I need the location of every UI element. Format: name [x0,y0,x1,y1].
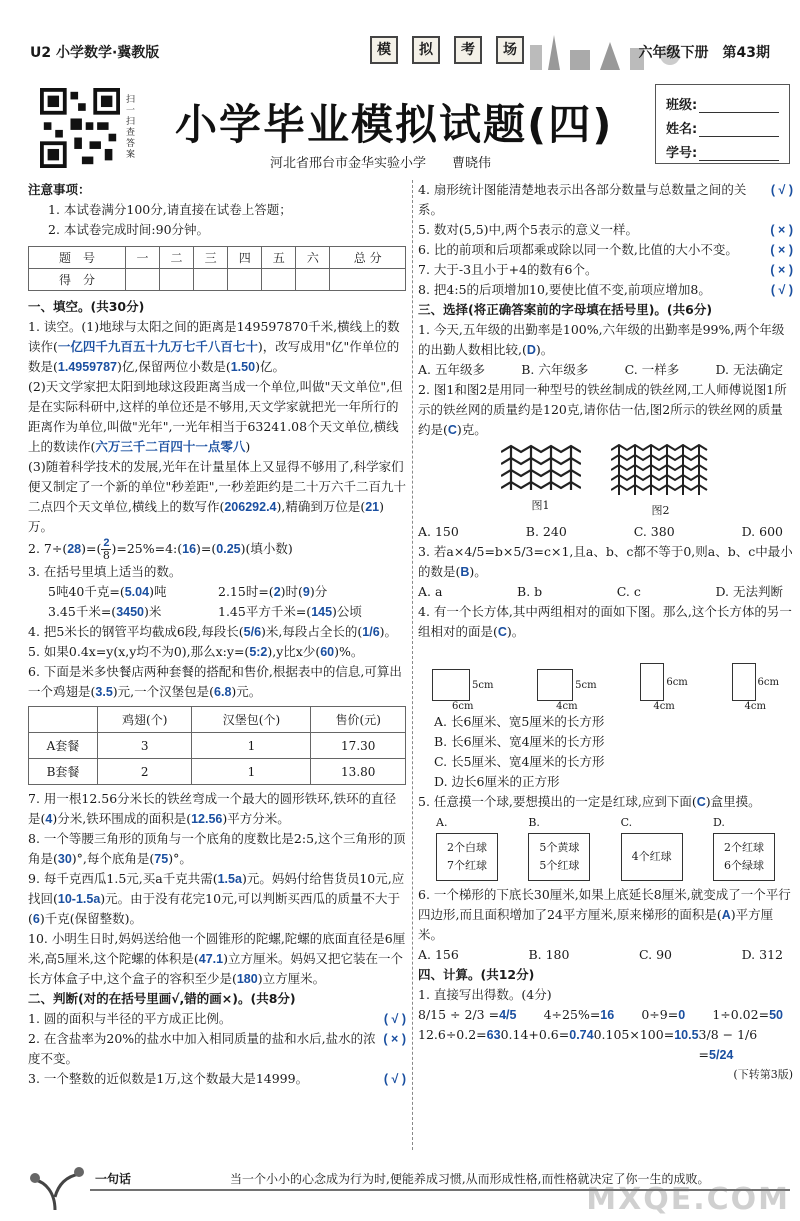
table-cell: 一 [125,247,159,269]
page-header [0,0,800,80]
ball-box: A. 2个白球 7个红球 [436,816,498,881]
figure-1-caption: 图1 [531,499,550,512]
meal-price-table [28,706,406,785]
answer: 21 [365,500,380,514]
judge-item: 6. 比的前项和后项都乘或除以同一个数,比值的大小不变。 ( × ) [418,242,793,257]
section-1-heading: 一、填空。(共30分) [28,299,145,314]
page-title: 小学毕业模拟试题(四) [175,100,614,149]
table-cell: 二 [160,247,194,269]
fraction: $\frac{2}{8}$ [102,537,110,562]
section-3-heading: 三、选择(将正确答案前的字母填在括号里)。(共6分) [418,302,713,317]
answer: 1.4959787 [57,360,117,374]
left-column [28,180,406,1089]
section-2-heading: 二、判断(对的在括号里画√,错的画×)。(共8分) [28,991,296,1006]
wire-mesh-figure-2 [611,444,711,499]
q3-row1: 5吨40千克=(5.04)吨 2.15时=(2)时(9)分 [48,584,328,599]
q10: 10. 小明生日时,妈妈送给他一个圆锥形的陀螺,陀螺的底面直径是6厘米,高5厘米,这个陀螺的体积是(47.1)立方厘米。妈妈又把它装在一个长方体盒子中,这个盒子的容积至少是(180)立方厘米。 [28,931,406,986]
face-rect [732,663,756,701]
exam-banner [370,36,524,64]
score-input[interactable] [228,269,262,291]
qr-caption: 扫一扫 查答案 [126,95,136,160]
choice-q3: 3. 若a×4/5=b×5/3=c×1,且a、b、c都不等于0,则a、b、c中最小的数是(B)。 [418,544,793,579]
footer-quote: 当一个小小的心念成为行为时,便能养成习惯,从而形成性格,而性格就决定了你一生的成败。 [230,1172,710,1186]
newspaper-edition: U2 小学数学·冀教版 [30,45,160,61]
answer: 16 [182,542,197,556]
q1-part2: (2)天文学家把太阳到地球这段距离当成一个单位,叫做"天文单位",但是在实际科研中,这样的单位还是不够用,天文学家就把光一年所行的距离作为单位,叫做"光年",一光年相当于63241.08个天文单位,横线上的数读作(六万三千二百四十一点零八) [28,379,403,454]
plant-icon [25,1152,85,1212]
calc-row: 8/15 ÷ 2/3 =4/5 4÷25%=16 0÷9=0 1÷0.02=50 [418,1007,783,1022]
footer-label: 一句话 [95,1172,132,1186]
q1-part3: (3)随着科学技术的发展,光年在计量星体上又显得不够用了,科学家们便又制定了一个新的单位"秒差距",一秒差距约是二十万六千二百九十二点四个天文单位,横线上的数写作(206292.4),精确到万位是(21)万。 [28,459,406,534]
score-input[interactable] [194,269,228,291]
table-cell: 鸡翅(个) [97,707,192,733]
answer: 1.50 [230,360,256,374]
choice-option: C. 长5厘米、宽4厘米的长方形 [434,754,605,769]
q8: 8. 一个等腰三角形的顶角与一个底角的度数比是2:5,这个三角形的顶角是(30)°,每个底角是(75)°。 [28,831,406,866]
q5: 5. 如果0.4x=y(x,y均不为0),那么x:y=(5:2),y比x少(60)%。 [28,644,364,659]
table-cell: 汉堡包(个) [192,707,311,733]
q4: 4. 把5米长的钢管平均截成6段,每段长(5/6)米,每段占全长的(1/6)。 [28,624,398,639]
section-4-heading: 四、计算。(共12分) [418,967,535,982]
continued-note: (下转第3版) [733,1068,793,1081]
score-input[interactable] [125,269,159,291]
note-1: 1. 本试卷满分100分,请直接在试卷上答题； [48,202,292,217]
q2: 2. 7÷(28)=( $\frac{2}{8}$ )=25%=4:(16)=(0.25)(填小数) [28,537,293,562]
q9: 9. 每千克西瓜1.5元,买a千克共需(1.5a)元。妈妈付给售货员10元,应找回(10-1.5a)元。由于没有花完10元,可以判断买西瓜的质量不大于(6)千克(保留整数)。 [28,871,405,926]
choice-options: A. 五年级多 B. 六年级多 C. 一样多 D. 无法确定 [418,362,783,377]
column-divider [412,180,413,1150]
banner-char: 考 [454,36,482,64]
table-cell: 六 [296,247,330,269]
choice-option: B. 长6厘米、宽4厘米的长方形 [434,734,605,749]
table-row: B套餐 2 1 13.80 [29,759,406,785]
figure-2-caption: 图2 [651,504,670,517]
banner-char: 拟 [412,36,440,64]
face-rect [640,663,664,701]
choice-q2: 2. 图1和图2是用同一种型号的铁丝制成的铁丝网,工人师傅说图1所示的铁丝网的质量约是120克,请你估一估,图2所示的铁丝网的质量约是(C)克。 [418,382,787,437]
cuboid-faces-figure: 5cm 6cm 5cm 4cm 6cm 4cm 6cm 4cm [418,642,793,712]
ball-box: D. 2个红球 6个绿球 [713,816,775,881]
qr-code-icon[interactable] [40,88,120,168]
student-id-field[interactable]: 学号: [666,137,779,161]
wire-mesh-figure-1 [501,444,581,494]
table-cell: 总 分 [330,247,406,269]
answer: 一亿四千九百五十九万七千八百七十 [57,340,258,354]
right-column [418,180,793,1085]
judge-item: 8. 把4:5的后项增加10,要使比值不变,前项应增加8。 ( √ ) [418,282,793,297]
issue-number: 六年级下册 第43期 [638,45,770,61]
table-cell: 三 [194,247,228,269]
banner-char: 场 [496,36,524,64]
banner-char: 模 [370,36,398,64]
choice-options: A. a B. b C. c D. 无法判断 [418,584,783,599]
choice-q4: 4. 有一个长方体,其中两组相对的面如下图。那么,这个长方体的另一组相对的面是(C)。 [418,604,792,639]
watermark-text: MXQE.COM [586,1182,790,1217]
judge-item: 4. 扇形统计图能清楚地表示出各部分数量与总数量之间的关系。 ( √ ) [418,182,793,217]
answer: 六万三千二百四十一点零八 [95,440,246,454]
answer: 206292.4 [224,500,277,514]
choice-options: A. 156 B. 180 C. 90 D. 312 [418,947,783,962]
score-input[interactable] [330,269,406,291]
q7: 7. 用一根12.56分米长的铁丝弯成一个最大的圆形铁环,铁环的直径是(4)分米,铁环围成的面积是(12.56)平方分米。 [28,791,397,826]
judge-item: 1. 圆的面积与半径的平方成正比例。 ( √ ) [28,1011,406,1026]
ball-box: C. 4个红球 [621,816,683,881]
judge-item: 7. 大于-3且小于+4的数有6个。 ( × ) [418,262,793,277]
name-field[interactable]: 姓名: [666,113,779,137]
class-field[interactable]: 班级: [666,89,779,113]
choice-option: A. 长6厘米、宽5厘米的长方形 [434,714,605,729]
choice-q1: 1. 今天,五年级的出勤率是100%,六年级的出勤率是99%,两个年级的出勤人数相比较,(D)。 [418,322,785,357]
author-line: 河北省邢台市金华实验小学 曹晓伟 [270,156,492,171]
judge-item: 5. 数对(5,5)中,两个5表示的意义一样。 ( × ) [418,222,793,237]
ball-box: B. 5个黄球 5个红球 [528,816,590,881]
notes-heading: 注意事项： [28,182,91,197]
table-row: A套餐 3 1 17.30 [29,733,406,759]
q3: 3. 在括号里填上适当的数。 [28,564,182,579]
table-cell: 题 号 [29,247,126,269]
table-cell [29,707,98,733]
table-cell: 得 分 [29,269,126,291]
calc-q1: 1. 直接写出得数。(4分) [418,987,552,1002]
q1-part1: 1. 读空。(1)地球与太阳之间的距离是149597870千米,横线上的数读作(一亿四千九百五十九万七千八百七十)，改写成用"亿"作单位的数是(1.4959787)亿,保留两位小数是(1.50)亿。 [28,319,400,374]
choice-option: D. 边长6厘米的正方形 [434,774,560,789]
answer: 0.25 [216,542,241,556]
judge-item: 3. 一个整数的近似数是1万,这个数最大是14999。 ( √ ) [28,1071,406,1086]
note-2: 2. 本试卷完成时间:90分钟。 [48,222,210,237]
q6: 6. 下面是米多快餐店两种套餐的搭配和售价,根据表中的信息,可算出一个鸡翅是(3.5)元,一个汉堡包是(6.8)元。 [28,664,402,699]
ball-boxes [418,816,793,881]
score-input[interactable] [296,269,330,291]
score-input[interactable] [160,269,194,291]
choice-options: A. 150 B. 240 C. 380 D. 600 [418,524,783,539]
score-input[interactable] [262,269,296,291]
q3-row2: 3.45千米=(3450)米 1.45平方千米=(145)公顷 [48,604,362,619]
calc-row: 12.6÷0.2=63 0.14+0.6=0.74 0.105×100=10.5 3/8 − 1/6 =5/24 [418,1027,758,1062]
wire-mesh-figures [418,444,793,518]
choice-q5: 5. 任意摸一个球,要想摸出的一定是红球,应到下面(C)盒里摸。 [418,794,761,809]
table-cell: 售价(元) [311,707,406,733]
choice-q6: 6. 一个梯形的下底长30厘米,如果上底延长8厘米,就变成了一个平行四边形,而且面积增加了24平方厘米,原来梯形的面积是(A)平方厘米。 [418,887,791,942]
table-cell: 四 [228,247,262,269]
table-cell: 五 [262,247,296,269]
judge-item: 2. 在含盐率为20%的盐水中加入相同质量的盐和水后,盐水的浓度不变。 ( × ) [28,1031,406,1066]
face-rect [537,669,573,701]
score-table [28,246,406,291]
face-rect [432,669,470,701]
student-info-box [655,84,790,164]
answer: 28 [67,542,82,556]
